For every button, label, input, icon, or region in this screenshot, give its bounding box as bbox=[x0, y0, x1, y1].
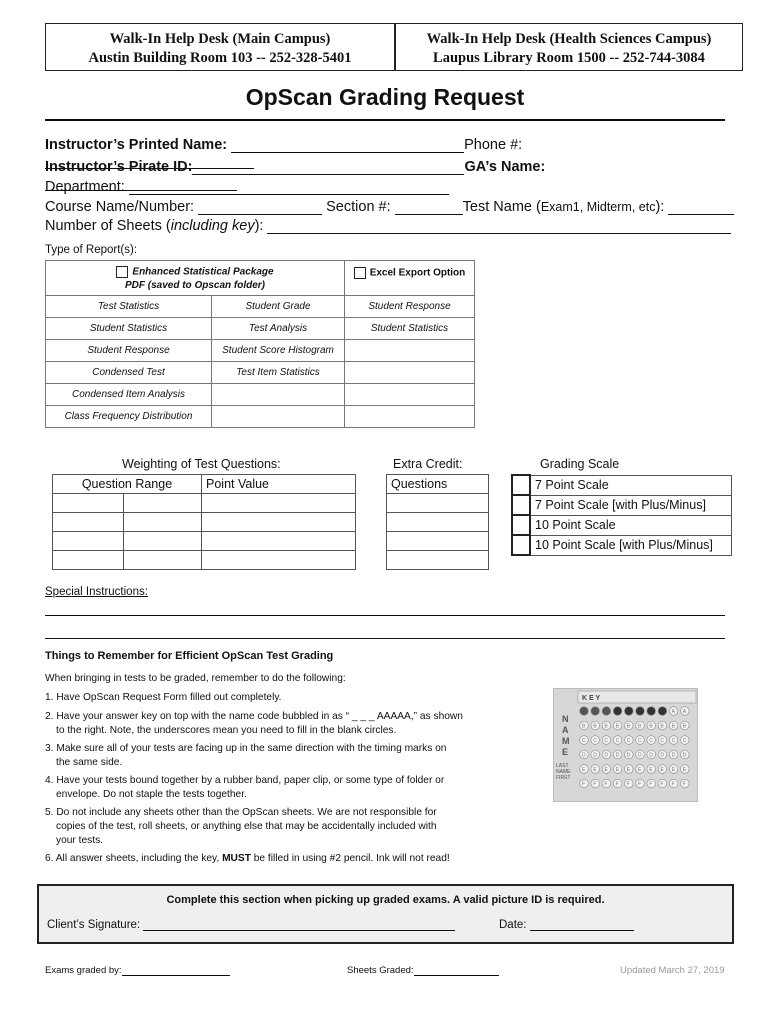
special-instructions-label: Special Instructions: bbox=[45, 586, 148, 598]
grading-option[interactable] bbox=[512, 515, 732, 535]
bubble-letter: D bbox=[582, 752, 586, 759]
report-row bbox=[46, 296, 475, 318]
bubble-letter: F bbox=[604, 781, 608, 788]
list-item: envelope. Do not staple the tests together. bbox=[56, 789, 247, 800]
health-campus-title: Walk-In Help Desk (Health Sciences Campus) bbox=[426, 31, 712, 47]
svg-text:NAME: NAME bbox=[556, 769, 571, 775]
extra-credit-cell[interactable] bbox=[387, 513, 489, 532]
report-option[interactable]: Test Analysis bbox=[212, 318, 345, 340]
pirate-id-field[interactable] bbox=[192, 159, 464, 175]
report-option[interactable]: Student Score Histogram bbox=[212, 340, 345, 362]
special-instructions-line-2[interactable] bbox=[45, 638, 725, 639]
bubble-letter: E bbox=[593, 767, 597, 773]
sheets-row bbox=[45, 218, 745, 234]
report-option[interactable]: Student Response bbox=[345, 296, 475, 318]
report-option bbox=[212, 406, 345, 428]
bubble-letter: B bbox=[593, 723, 597, 730]
bubble-letter: B bbox=[604, 723, 608, 730]
bubble-letter: E bbox=[615, 767, 619, 773]
bubble-letter: B bbox=[682, 723, 687, 730]
title-rule bbox=[45, 119, 725, 121]
weighting-cell[interactable] bbox=[53, 494, 124, 513]
report-table bbox=[45, 260, 475, 428]
sheets-graded-row bbox=[347, 965, 499, 976]
weighting-cell[interactable] bbox=[202, 532, 356, 551]
bubble-letter: F bbox=[638, 781, 642, 788]
report-option bbox=[345, 406, 475, 428]
things-title: Things to Remember for Efficient OpScan Test Grading bbox=[45, 650, 334, 662]
bubble-letter: C bbox=[626, 738, 631, 744]
bubble-letter: B bbox=[649, 723, 653, 730]
grading-checkbox[interactable] bbox=[512, 495, 530, 515]
bubble-letter: F bbox=[649, 781, 653, 788]
list-item: 4. Have your tests bound together by a rubber band, paper clip, or some type of folder or bbox=[45, 775, 445, 786]
things-intro: When bringing in tests to be graded, remember to do the following: bbox=[45, 673, 346, 684]
report-option[interactable]: Student Grade bbox=[212, 296, 345, 318]
report-option[interactable]: Student Response bbox=[46, 340, 212, 362]
point-value-header: Point Value bbox=[202, 475, 356, 494]
health-campus-room: Laupus Library Room 1500 -- 252-744-3084 bbox=[433, 50, 705, 66]
bubble-icon bbox=[602, 707, 611, 716]
bubble-letter: F bbox=[593, 781, 597, 788]
bubble-letter: D bbox=[649, 752, 653, 759]
bubble-grid-icon bbox=[554, 689, 697, 801]
department-field[interactable] bbox=[129, 179, 449, 195]
list-item: 3. Make sure all of your tests are facing up in the same direction with the timing marks on bbox=[45, 743, 447, 754]
grading-checkbox[interactable] bbox=[512, 535, 530, 555]
report-option[interactable]: Student Statistics bbox=[46, 318, 212, 340]
bubble-letter: E bbox=[660, 767, 664, 773]
signature-row bbox=[47, 918, 455, 931]
report-type-label: Type of Report(s): bbox=[45, 244, 138, 256]
weighting-cell[interactable] bbox=[53, 532, 124, 551]
weighting-cell[interactable] bbox=[202, 551, 356, 570]
extra-credit-cell[interactable] bbox=[387, 494, 489, 513]
question-range-header: Question Range bbox=[53, 475, 202, 494]
bubble-letter: F bbox=[660, 781, 664, 788]
svg-text:LAST: LAST bbox=[556, 763, 569, 769]
weighting-cell[interactable] bbox=[53, 513, 124, 532]
bubble-letter: E bbox=[671, 767, 675, 773]
report-option[interactable]: Condensed Item Analysis bbox=[46, 384, 212, 406]
sample-key-label: K E Y bbox=[582, 695, 601, 702]
grading-scale-title: Grading Scale bbox=[540, 457, 620, 471]
weighting-cell[interactable] bbox=[202, 494, 356, 513]
signature-field[interactable] bbox=[143, 918, 455, 931]
report-option bbox=[345, 384, 475, 406]
report-row bbox=[46, 318, 475, 340]
bubble-letter: E bbox=[638, 767, 642, 773]
weighting-cell[interactable] bbox=[124, 494, 202, 513]
bubble-letter: C bbox=[604, 738, 609, 744]
list-item: the same side. bbox=[56, 757, 123, 768]
report-option bbox=[345, 340, 475, 362]
questions-header: Questions bbox=[387, 475, 489, 494]
bubble-letter: F bbox=[682, 781, 686, 788]
grading-checkbox[interactable] bbox=[512, 475, 530, 495]
bubble-icon bbox=[636, 707, 645, 716]
sheets-graded-label: Sheets Graded: bbox=[347, 965, 414, 976]
list-item: 5. Do not include any sheets other than the OpScan sheets. We are not responsible for bbox=[45, 807, 437, 818]
department-label: Department: bbox=[45, 179, 125, 195]
course-field[interactable] bbox=[198, 199, 322, 215]
bubble-letter: D bbox=[615, 752, 620, 759]
sheets-graded-field[interactable] bbox=[414, 965, 499, 976]
pickup-section bbox=[37, 884, 734, 944]
bubble-letter: D bbox=[593, 752, 597, 759]
main-campus-room: Austin Building Room 103 -- 252-328-5401 bbox=[88, 50, 352, 66]
bubble-letter: D bbox=[604, 752, 609, 759]
bubble-letter: C bbox=[682, 738, 687, 744]
report-row bbox=[46, 406, 475, 428]
report-option[interactable]: Condensed Test bbox=[46, 362, 212, 384]
svg-text:N: N bbox=[562, 714, 569, 724]
date-row bbox=[499, 918, 634, 931]
instructor-name-label: Instructor’s Printed Name: bbox=[45, 137, 228, 153]
bubble-letter: C bbox=[582, 738, 586, 744]
weighting-cell[interactable] bbox=[124, 551, 202, 570]
bubble-letter: D bbox=[638, 752, 642, 759]
bubble-letter: B bbox=[582, 723, 586, 730]
grading-option-label: 7 Point Scale bbox=[530, 475, 732, 495]
list-item: your tests. bbox=[56, 835, 103, 846]
phone-label: Phone #: bbox=[464, 137, 523, 153]
page-title: OpScan Grading Request bbox=[245, 84, 525, 110]
bubble-letter: C bbox=[593, 738, 597, 744]
weighting-title: Weighting of Test Questions: bbox=[122, 457, 281, 471]
sheets-field[interactable] bbox=[267, 218, 731, 234]
enhanced-sublabel: PDF (saved to Opscan folder) bbox=[124, 279, 266, 291]
bubble-letter: B bbox=[671, 723, 675, 730]
bubble-letter: B bbox=[638, 723, 642, 730]
grading-option[interactable] bbox=[512, 495, 732, 515]
header-box-health-sciences bbox=[395, 23, 743, 71]
bubble-letter: D bbox=[660, 752, 665, 759]
test-name-label: Test Name (Exam1, Midterm, etc): bbox=[462, 199, 665, 215]
sample-key-image bbox=[553, 688, 698, 802]
bubble-icon bbox=[580, 707, 589, 716]
graded-by-row bbox=[45, 965, 230, 976]
bubble-letter: B bbox=[626, 723, 631, 730]
graded-by-field[interactable] bbox=[122, 965, 230, 976]
header-box-main-campus bbox=[45, 23, 395, 71]
instructor-name-field[interactable] bbox=[231, 137, 464, 153]
bubble-letter: E bbox=[626, 767, 631, 773]
grading-option-label: 10 Point Scale [with Plus/Minus] bbox=[530, 535, 732, 555]
graded-by-label: Exams graded by: bbox=[45, 965, 122, 976]
bubble-letter: F bbox=[626, 781, 630, 788]
enhanced-label: Enhanced Statistical Package bbox=[132, 266, 274, 278]
bubble-letter: B bbox=[660, 723, 664, 730]
special-instructions-line-1[interactable] bbox=[45, 615, 725, 616]
extra-credit-table bbox=[386, 474, 489, 570]
bubble-letter: F bbox=[615, 781, 619, 788]
bubble-letter: C bbox=[615, 738, 620, 744]
list-item: 1. Have OpScan Request Form filled out completely. bbox=[45, 692, 282, 703]
grading-option-label: 7 Point Scale [with Plus/Minus] bbox=[530, 495, 732, 515]
svg-text:FIRST: FIRST bbox=[556, 775, 571, 781]
extra-credit-title: Extra Credit: bbox=[393, 457, 463, 471]
grading-option[interactable] bbox=[512, 475, 732, 495]
bubble-letter: E bbox=[682, 767, 687, 773]
department-row bbox=[45, 179, 735, 195]
date-label: Date: bbox=[499, 919, 527, 931]
extra-credit-cell[interactable] bbox=[387, 532, 489, 551]
weighting-table bbox=[52, 474, 356, 570]
report-option bbox=[345, 362, 475, 384]
bubble-letter: F bbox=[582, 781, 586, 788]
test-name-field[interactable] bbox=[668, 199, 734, 215]
sheets-label: Number of Sheets (including key): bbox=[45, 218, 264, 234]
excel-option[interactable] bbox=[345, 267, 474, 279]
bubble-letter: C bbox=[638, 738, 642, 744]
weighting-cell[interactable] bbox=[53, 551, 124, 570]
bubble-letter: A bbox=[682, 709, 687, 715]
list-item: 6. All answer sheets, including the key, MUST be filled in using #2 pencil. Ink will not read! bbox=[45, 853, 450, 864]
bubble-letter: C bbox=[671, 738, 676, 744]
main-campus-title: Walk-In Help Desk (Main Campus) bbox=[109, 31, 331, 47]
svg-text:A: A bbox=[562, 725, 569, 735]
svg-text:M: M bbox=[562, 736, 570, 746]
bubble-letter: A bbox=[671, 709, 675, 715]
enhanced-checkbox[interactable] bbox=[116, 266, 128, 278]
bubble-letter: C bbox=[649, 738, 653, 744]
list-item: 2. Have your answer key on top with the name code bubbled in as “ _ _ _ AAAAA,” as shown bbox=[45, 711, 463, 722]
enhanced-option[interactable] bbox=[46, 266, 344, 278]
grading-checkbox[interactable] bbox=[512, 515, 530, 535]
weighting-cell[interactable] bbox=[202, 513, 356, 532]
course-row bbox=[45, 199, 745, 215]
bubble-letter: B bbox=[615, 723, 619, 730]
list-item: copies of the test, roll sheets, or anything else that may be accidentally included with bbox=[56, 821, 437, 832]
report-row bbox=[46, 362, 475, 384]
bubble-letter: E bbox=[604, 767, 608, 773]
bubble-icon bbox=[613, 707, 622, 716]
report-row bbox=[46, 340, 475, 362]
bubble-letter: F bbox=[671, 781, 675, 788]
bubble-letter: D bbox=[626, 752, 631, 759]
signature-label: Client’s Signature: bbox=[47, 919, 141, 931]
bubble-icon bbox=[647, 707, 656, 716]
weighting-cell[interactable] bbox=[124, 532, 202, 551]
svg-text:E: E bbox=[562, 747, 569, 757]
bubble-icon bbox=[658, 707, 667, 716]
grading-option-label: 10 Point Scale bbox=[530, 515, 732, 535]
report-row bbox=[46, 384, 475, 406]
things-list bbox=[45, 672, 465, 866]
weighting-cell[interactable] bbox=[124, 513, 202, 532]
excel-label: Excel Export Option bbox=[369, 267, 466, 279]
report-option[interactable]: Student Statistics bbox=[345, 318, 475, 340]
pickup-heading: Complete this section when picking up graded exams. A valid picture ID is required. bbox=[166, 894, 605, 906]
excel-checkbox[interactable] bbox=[354, 267, 366, 279]
section-label: Section #: bbox=[326, 199, 391, 215]
course-label: Course Name/Number: bbox=[45, 199, 195, 215]
bubble-letter: E bbox=[582, 767, 586, 773]
section-field[interactable] bbox=[395, 199, 463, 215]
bubble-letter: D bbox=[671, 752, 676, 759]
bubble-letter: D bbox=[682, 752, 687, 759]
report-option bbox=[212, 384, 345, 406]
bubble-letter: C bbox=[660, 738, 665, 744]
pirate-id-label: Instructor’s Pirate ID: bbox=[45, 159, 193, 175]
report-option[interactable]: Test Item Statistics bbox=[212, 362, 345, 384]
date-field[interactable] bbox=[530, 918, 634, 931]
report-option[interactable]: Test Statistics bbox=[46, 296, 212, 318]
grading-scale-table bbox=[511, 474, 732, 556]
bubble-letter: E bbox=[649, 767, 653, 773]
grading-option[interactable] bbox=[512, 535, 732, 555]
report-option[interactable]: Class Frequency Distribution bbox=[46, 406, 212, 428]
extra-credit-cell[interactable] bbox=[387, 551, 489, 570]
updated-date: Updated March 27, 2019 bbox=[620, 965, 725, 976]
bubble-icon bbox=[625, 707, 634, 716]
ga-name-label: GA’s Name: bbox=[464, 159, 546, 175]
list-item: to the right. Note, the underscores mean you need to fill in the blank circles. bbox=[56, 725, 397, 736]
bubble-icon bbox=[591, 707, 600, 716]
